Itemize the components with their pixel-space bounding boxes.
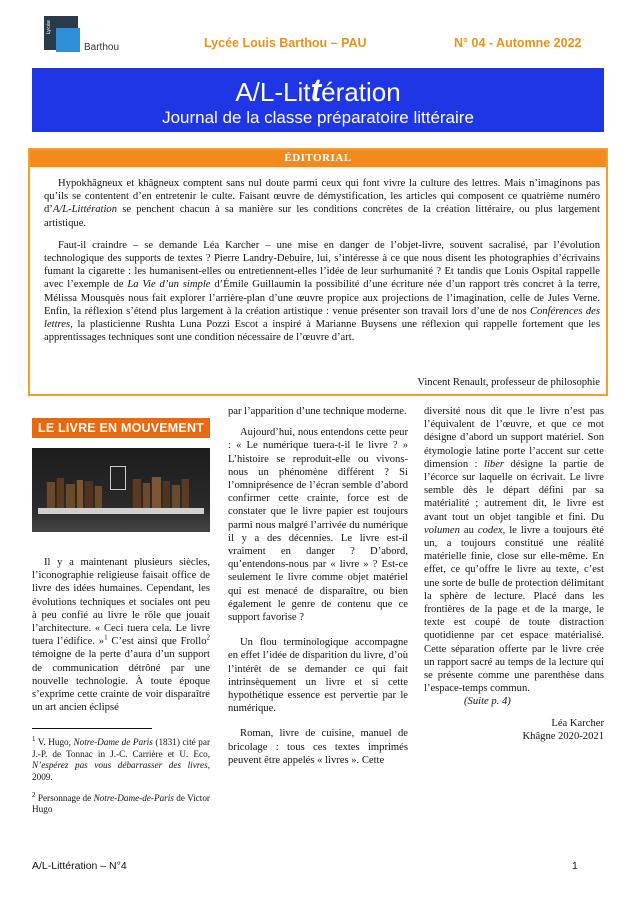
school-logo xyxy=(44,16,132,56)
footer-title: A/L-Littération – N°4 xyxy=(32,860,127,872)
footnote-divider xyxy=(32,728,152,729)
editorial-box xyxy=(28,148,608,396)
shelf-board xyxy=(38,508,204,514)
section-title: LE LIVRE EN MOUVEMENT xyxy=(32,418,210,438)
footnote-1: $^1$ V. Hugo, Notre-Dame de Paris (1831) cité par J.-P. de Tonnac in J.-C. Carrière et U. Eco, N’espérez pas vous débarrasser des livres, 2009. xyxy=(32,735,210,782)
article-column-2 xyxy=(228,405,408,767)
school-name: Lycée Louis Barthou – PAU xyxy=(204,36,367,50)
editorial-signature: Vincent Renault, professeur de philosophie xyxy=(417,377,600,388)
article-author-class: Khâgne 2020-2021 xyxy=(522,730,604,742)
journal-subtitle: Journal de la classe préparatoire littéraire xyxy=(162,108,474,127)
page-number: 1 xyxy=(572,860,578,872)
tablet-icon xyxy=(110,466,126,490)
article-author: Léa Karcher xyxy=(551,717,604,729)
article-paragraph: Aujourd’hui, nous entendons cette peur : « Le numérique tuera-t-il le livre ? » L’histoire se reproduit-elle ou vivons-nous un phénomène différent ? Si l’omniprésence de l’écran semble d’abord confirmer cette crainte, force est de constater que le livre papier est toujours parmi nous malgré l’arrivée du numérique il y a des décennies. Le livre est-il vraiment en danger ? D’abord, qu’entendons-nous par « livre » ? Est-ce seulement le livre comme objet matériel qui est menacé de disparaître, ou bien également le genre de contenu que ce support favorise ? xyxy=(228,427,408,624)
logo-text: Barthou xyxy=(84,42,120,53)
article-paragraph: Roman, livre de cuisine, manuel de bricolage : tous ces textes imprimés peuvent être appelés « livres ». Cette xyxy=(228,728,408,766)
continued-note: (Suite p. 4) xyxy=(464,696,511,708)
issue-number: N° 04 - Automne 2022 xyxy=(454,36,582,50)
editorial-body xyxy=(30,167,606,344)
article-paragraph: Il y a maintenant plusieurs siècles, l’iconographie religieuse faisait office de livre des idées humaines. Cependant, les évolutions techniques et sociales ont peu à peu confié au livre le rôle que jouait l’architecture. « Ceci tuera cela. Le livre tuera l’édifice. »$^1$ C’est ainsi que Frollo$^2$ témoigne de la perte d’aura d’un support de communication détrôné par une nouvelle technologie. À toute époque s’exprime cette crainte de voir disparaître un art ancien éclipsé xyxy=(32,557,210,714)
journal-title: A/L-Littération xyxy=(235,72,401,108)
editorial-paragraph: Hypokhâgneux et khâgneux comptent sans nul doute parmi ceux qui font vivre la culture des lettres. Mais n’imaginons pas qu’ils se contentent d’en entretenir le culte. Faisant œuvre de démystification, les articles qui composent ce quatrième numéro d’A/L-Littération se penchent chacun à sa manière sur les conditions concrètes de la création littéraire, ou plus largement artistique. xyxy=(44,178,600,229)
article-paragraph: diversité nous dit que le livre n’est pas l’équivalent de l’œuvre, et que ce mot désigne d’abord un support matériel. Son étymologie latine porte l’accent sur cette dimension : liber désigne la partie de l’écorce sur laquelle on écrivait. Le livre semble dès le départ défini par sa matérialité ; autrement dit, le livre est avant tout un objet tangible et fini. Du volumen au codex, le livre a toujours été un, a toujours constitué une réalité matérielle finie, close sur elle-même. En effet, ce qu’offre le livre au texte, c’est une sorte de bulle de protection délimitant la sphère de lecture. Placé dans les frontières de la page et de la marge, le texte est coupé de toute distraction quotidienne par cet espace matérialisé. Cette séparation offerte par le livre crée un rapport sacré au temps de la lecture qui se présente comme une parenthèse dans l’espace-temps commun. xyxy=(424,406,604,695)
article-paragraph: Un flou terminologique accompagne en effet l’idée de disparition du livre, d’où l’intérêt de se demander ce qui fait intrinsèquement un livre et si cette hypothétique essence est pervertie par le numérique. xyxy=(228,637,408,715)
editorial-heading: ÉDITORIAL xyxy=(30,150,606,167)
article-column-3 xyxy=(424,405,604,743)
footnote-2: $^2$ Personnage de Notre-Dame-de-Paris de Victor Hugo xyxy=(32,791,210,815)
logo-blue-square xyxy=(56,28,80,52)
article-paragraph: par l’apparition d’une technique moderne. xyxy=(228,406,407,417)
books-shelf-image xyxy=(32,448,210,532)
logo-vertical-text: Lycée xyxy=(46,20,52,35)
journal-banner xyxy=(32,68,604,132)
editorial-paragraph: Faut-il craindre – se demande Léa Karcher – une mise en danger de l’objet-livre, souvent sacralisé, par l’évolution technologique des supports de textes ? Pierre Landry-Debuire, lui, s’intéresse à ce que nous disent les photographies d’écrivains fumant la cigarette : les humanisent-elles ou entretiennent-elles l’idée de leur surhumanité ? Et tandis que Louis Ospital rappelle avec l’exemple de La Vie d’un simple d’Émile Guillaumin la possibilité d’une écriture née d’un rapport très concret à la terre, Mélissa Mousquès nous fait explorer l’arrière-plan d’une œuvre propice aux projections de l’imagination, celle de Jules Verne. Enfin, la réflexion s’étend plus largement à la création artistique : venue présenter son travail lors d’une de nos Conférences des lettres, la plasticienne Rushta Luna Pozzi Escot a inspiré à Marianne Buysens une réflexion qui rappelle fortement que les apprentissages techniques sont une condition nécessaire de l’œuvre d’art. xyxy=(44,239,601,344)
article-column-1 xyxy=(32,418,210,816)
